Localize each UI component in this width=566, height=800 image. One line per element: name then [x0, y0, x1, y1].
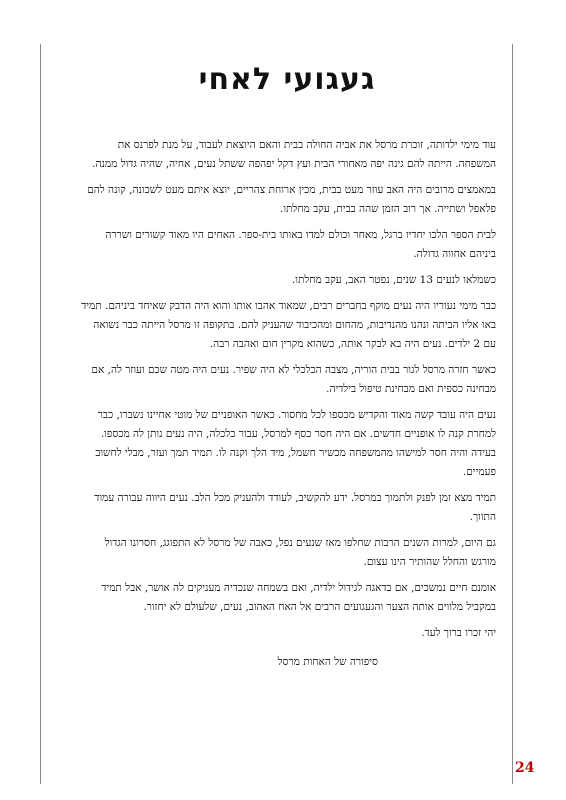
paragraph: כבר מימי נעוריו היה נעים מוקף בחברים רבים, שמאוד אהבו אותו והוא היה הדבק שאיחד ביניהם. תמיד באו אליו הביתה ונהנו מהנדיבות, מהחום ומהכיבוד שהעניק להם. בתקופה זו מרסל הייתה כבר נשואה עם 2 ילדים. נעים היה בא לבקר אותה, כשהוא מקרין חום ואהבה רבה. — [81, 300, 496, 350]
paragraph: לבית הספר הלכו יחדיו ברגל, מאחר וכולם למדו באותו בית-ספר. האחים היו מאוד קשורים ושררה ביניהם אחווה גדולה. — [105, 229, 496, 260]
paragraph: כאשר חזרה מרסל לגור בבית הוריה, מצבה הכלכלי לא היה שפיר. נעים היה מטה שכם ועוזר לה, אם מבחינה כספית ואם מבחינת טיפול בילדיה. — [91, 364, 496, 395]
left-margin-rule — [40, 44, 41, 784]
page-number: 24 — [515, 760, 535, 776]
paragraph: עוד מימי ילדותה, זוכרת מרסל את אביה החולה בבית והאם היוצאת לעבוד, על מנת לפרנס את המשפחה. הייתה להם גינה יפה מאחורי הבית ועץ דקל יפהפה ששתל נעים, אחיה, שהיה גדול ממנה. — [92, 139, 496, 170]
page-content — [78, 60, 496, 672]
paragraph: כשמלאו לנעים 13 שנים, נפטר האב, עקב מחלתו. — [291, 274, 496, 286]
paragraph: אומנם חיים נמשכים, אם בדאגה לגידול ילדיה, ואם בשמחה שנכדיה מעניקים לה אושר, אבל תמיד במקביל מלווים אותה הצער והגעגועים הרבים אל האח האהוב, נעים, שלעולם לא יחזור. — [101, 582, 496, 613]
story-body — [78, 136, 496, 643]
paragraph: נעים היה עובד קשה מאוד והקדיש מכספו לכל מחסור. כאשר האופניים של מוטי אחיינו נשברו, כבר למחרת קנה לו אופניים חדשים. אם היה חסר כסף למרסל, עבור כלכלה, היה נעים נותן לה מכספו. בעידה והיה חסר למישהו מהמשפחה מכשיר חשמל, מיד הלך וקנה לו. תמיד תמך ועזר, מבלי לחשוב פעמיים. — [95, 409, 496, 478]
page-title: געגועי לאחי — [198, 62, 376, 97]
paragraph: יהי זכרו ברוך לעד. — [421, 627, 496, 639]
paragraph: גם היום, למרות השנים הרבות שחלפו מאז שנעים נפל, כאבה של מרסל לא התפוגג, חסרונו הגדול מורגש והחלל שהותיר הינו עצום. — [104, 537, 496, 568]
paragraph: במאמצים מרובים היה האב עוזר מעט בבית, מכין ארוחת צהריים, יוצא איתם מעט לשכונה, קונה להם פלאפל ושתייה. אך רוב הזמן שהה בבית, עקב מחלתו. — [87, 184, 496, 215]
paragraph: תמיד מצא זמן לפנק ולתמוך במרסל. ידע להקשיב, לעודד ולהעניק מכל הלב. נעים היווה עבורה עמוד התווך. — [94, 492, 496, 523]
right-margin-rule — [512, 44, 513, 784]
signature: סיפורה של האחות מרסל — [277, 656, 378, 668]
